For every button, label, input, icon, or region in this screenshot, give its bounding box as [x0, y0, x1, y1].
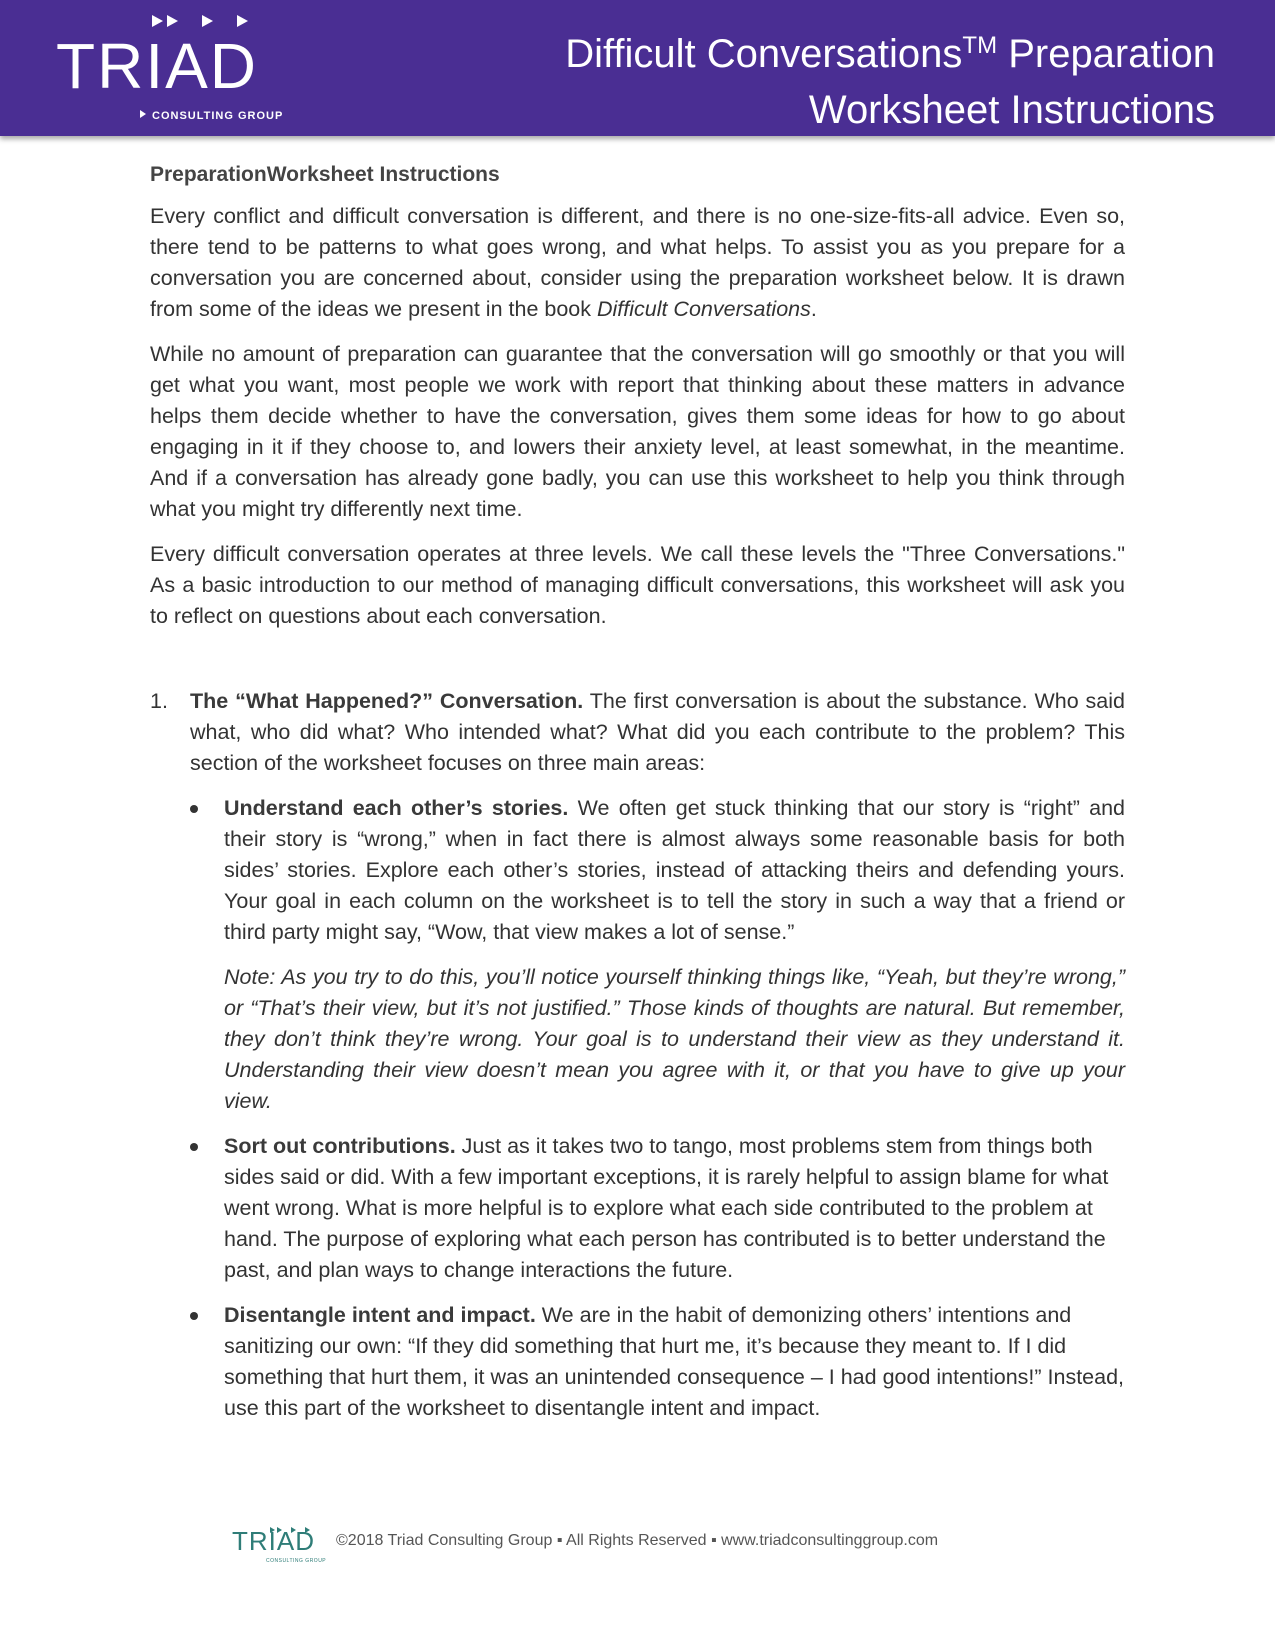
logo-subtitle: CONSULTING GROUP [140, 110, 283, 122]
book-title: Difficult Conversations [596, 297, 811, 321]
triangle-icon [140, 110, 146, 118]
intro-paragraph-2: While no amount of preparation can guarantee that the conversation will go smoothly or that you will get what you want, most people we work with report that thinking about these matters in advance helps them decide whether to have the conversation, gives them some ideas for how to go about engaging in it if they choose to, and lowers their anxiety level, at least somewhat, in the meantime. And if a conversation has already gone badly, you can use this worksheet to help you think through what you might try differently next time. [150, 342, 1125, 521]
document-title [565, 26, 1215, 138]
triad-logo [56, 14, 296, 126]
title-line-1: Difficult Conversations™ Preparation [565, 32, 1215, 76]
section-heading: PreparationWorksheet Instructions [150, 163, 500, 186]
bullet-note: Note: As you try to do this, you’ll notice yourself thinking things like, “Yeah, but they’re wrong,” or “That’s their view, but it’s not justified.” Those kinds of thoughts are natural. But remember, they don’t think they’re wrong. Your goal is to understand their view as they understand it. Understanding their view doesn’t mean you agree with it, or that you have to give up your view. [224, 965, 1125, 1113]
footer-logo-word: TRIAD [232, 1526, 315, 1556]
numbered-item-1 [150, 686, 1125, 1424]
bullet-icon [190, 1143, 198, 1151]
logo-word: TRIAD [56, 30, 258, 102]
page-footer [232, 1520, 1032, 1570]
bullet-icon [190, 805, 198, 813]
bullet-intent-impact: Disentangle intent and impact. We are in the habit of demonizing others’ intentions and sanitizing our own: “If they did something that hurt me, it’s because they meant to. If I did something that hurt them, it was an unintended consequence – I had good intentions!” Instead, use this part of the worksheet to disentangle intent and impact. [190, 1300, 1125, 1424]
intro-paragraph-1: Every conflict and difficult conversation is different, and there is no one-size-fits-all advice. Even so, there tend to be patterns to what goes wrong, and what helps. To assist you as you prepare for a conversation you are concerned about, consider using the preparation worksheet below. It is drawn from some of the ideas we present in the book Difficult Conversations. [150, 204, 1125, 321]
footer-logo [232, 1520, 327, 1570]
bullet-contributions: Sort out contributions. Just as it takes two to tango, most problems stem from things both sides said or did. With a few important exceptions, it is rarely helpful to assign blame for what went wrong. What is more helpful is to explore what each side contributed to the problem at hand. The purpose of exploring what each person has contributed is to better understand the past, and plan ways to change interactions the future. [190, 1131, 1125, 1286]
item-1-bullets [190, 793, 1125, 1424]
item-number: 1. [150, 689, 168, 713]
bullet-stories: Understand each other’s stories. We often get stuck thinking that our story is “right” and their story is “wrong,” when in fact there is almost always some reasonable basis for both sides’ stories. Explore each other’s stories, instead of attacking theirs and defending yours. Your goal in each column on the worksheet is to tell the story in such a way that a friend or third party might say, “Wow, that view makes a lot of sense.” Note: As you try to do this, you’ll notice yourself thinking things like, “Yeah, but they’re wrong,” or “That’s their view, but it’s not justified.” Those kinds of thoughts are natural. But remember, they don’t think they’re wrong. Your goal is to understand their view as they understand it. Understanding their view doesn’t mean you agree with it, or that you have to give up your view. [190, 793, 1125, 1117]
title-line-2: Worksheet Instructions [808, 88, 1215, 132]
main-content [150, 163, 1125, 1438]
footer-copyright: ©2018 Triad Consulting Group ▪ All Rights Reserved ▪ www.triadconsultinggroup.com [336, 1532, 939, 1549]
item-1-text: The “What Happened?” Conversation. The first conversation is about the substance. Who said what, who did what? Who intended what? What did you each contribute to the problem? This section of the worksheet focuses on three main areas: [190, 689, 1125, 775]
intro-paragraph-3: Every difficult conversation operates at three levels. We call these levels the "Three Conversations." As a basic introduction to our method of managing difficult conversations, this worksheet will ask you to reflect on questions about each conversation. [150, 542, 1125, 628]
page-header [0, 0, 1275, 136]
bullet-icon [190, 1312, 198, 1320]
footer-logo-subtitle: CONSULTING GROUP [266, 1558, 327, 1564]
